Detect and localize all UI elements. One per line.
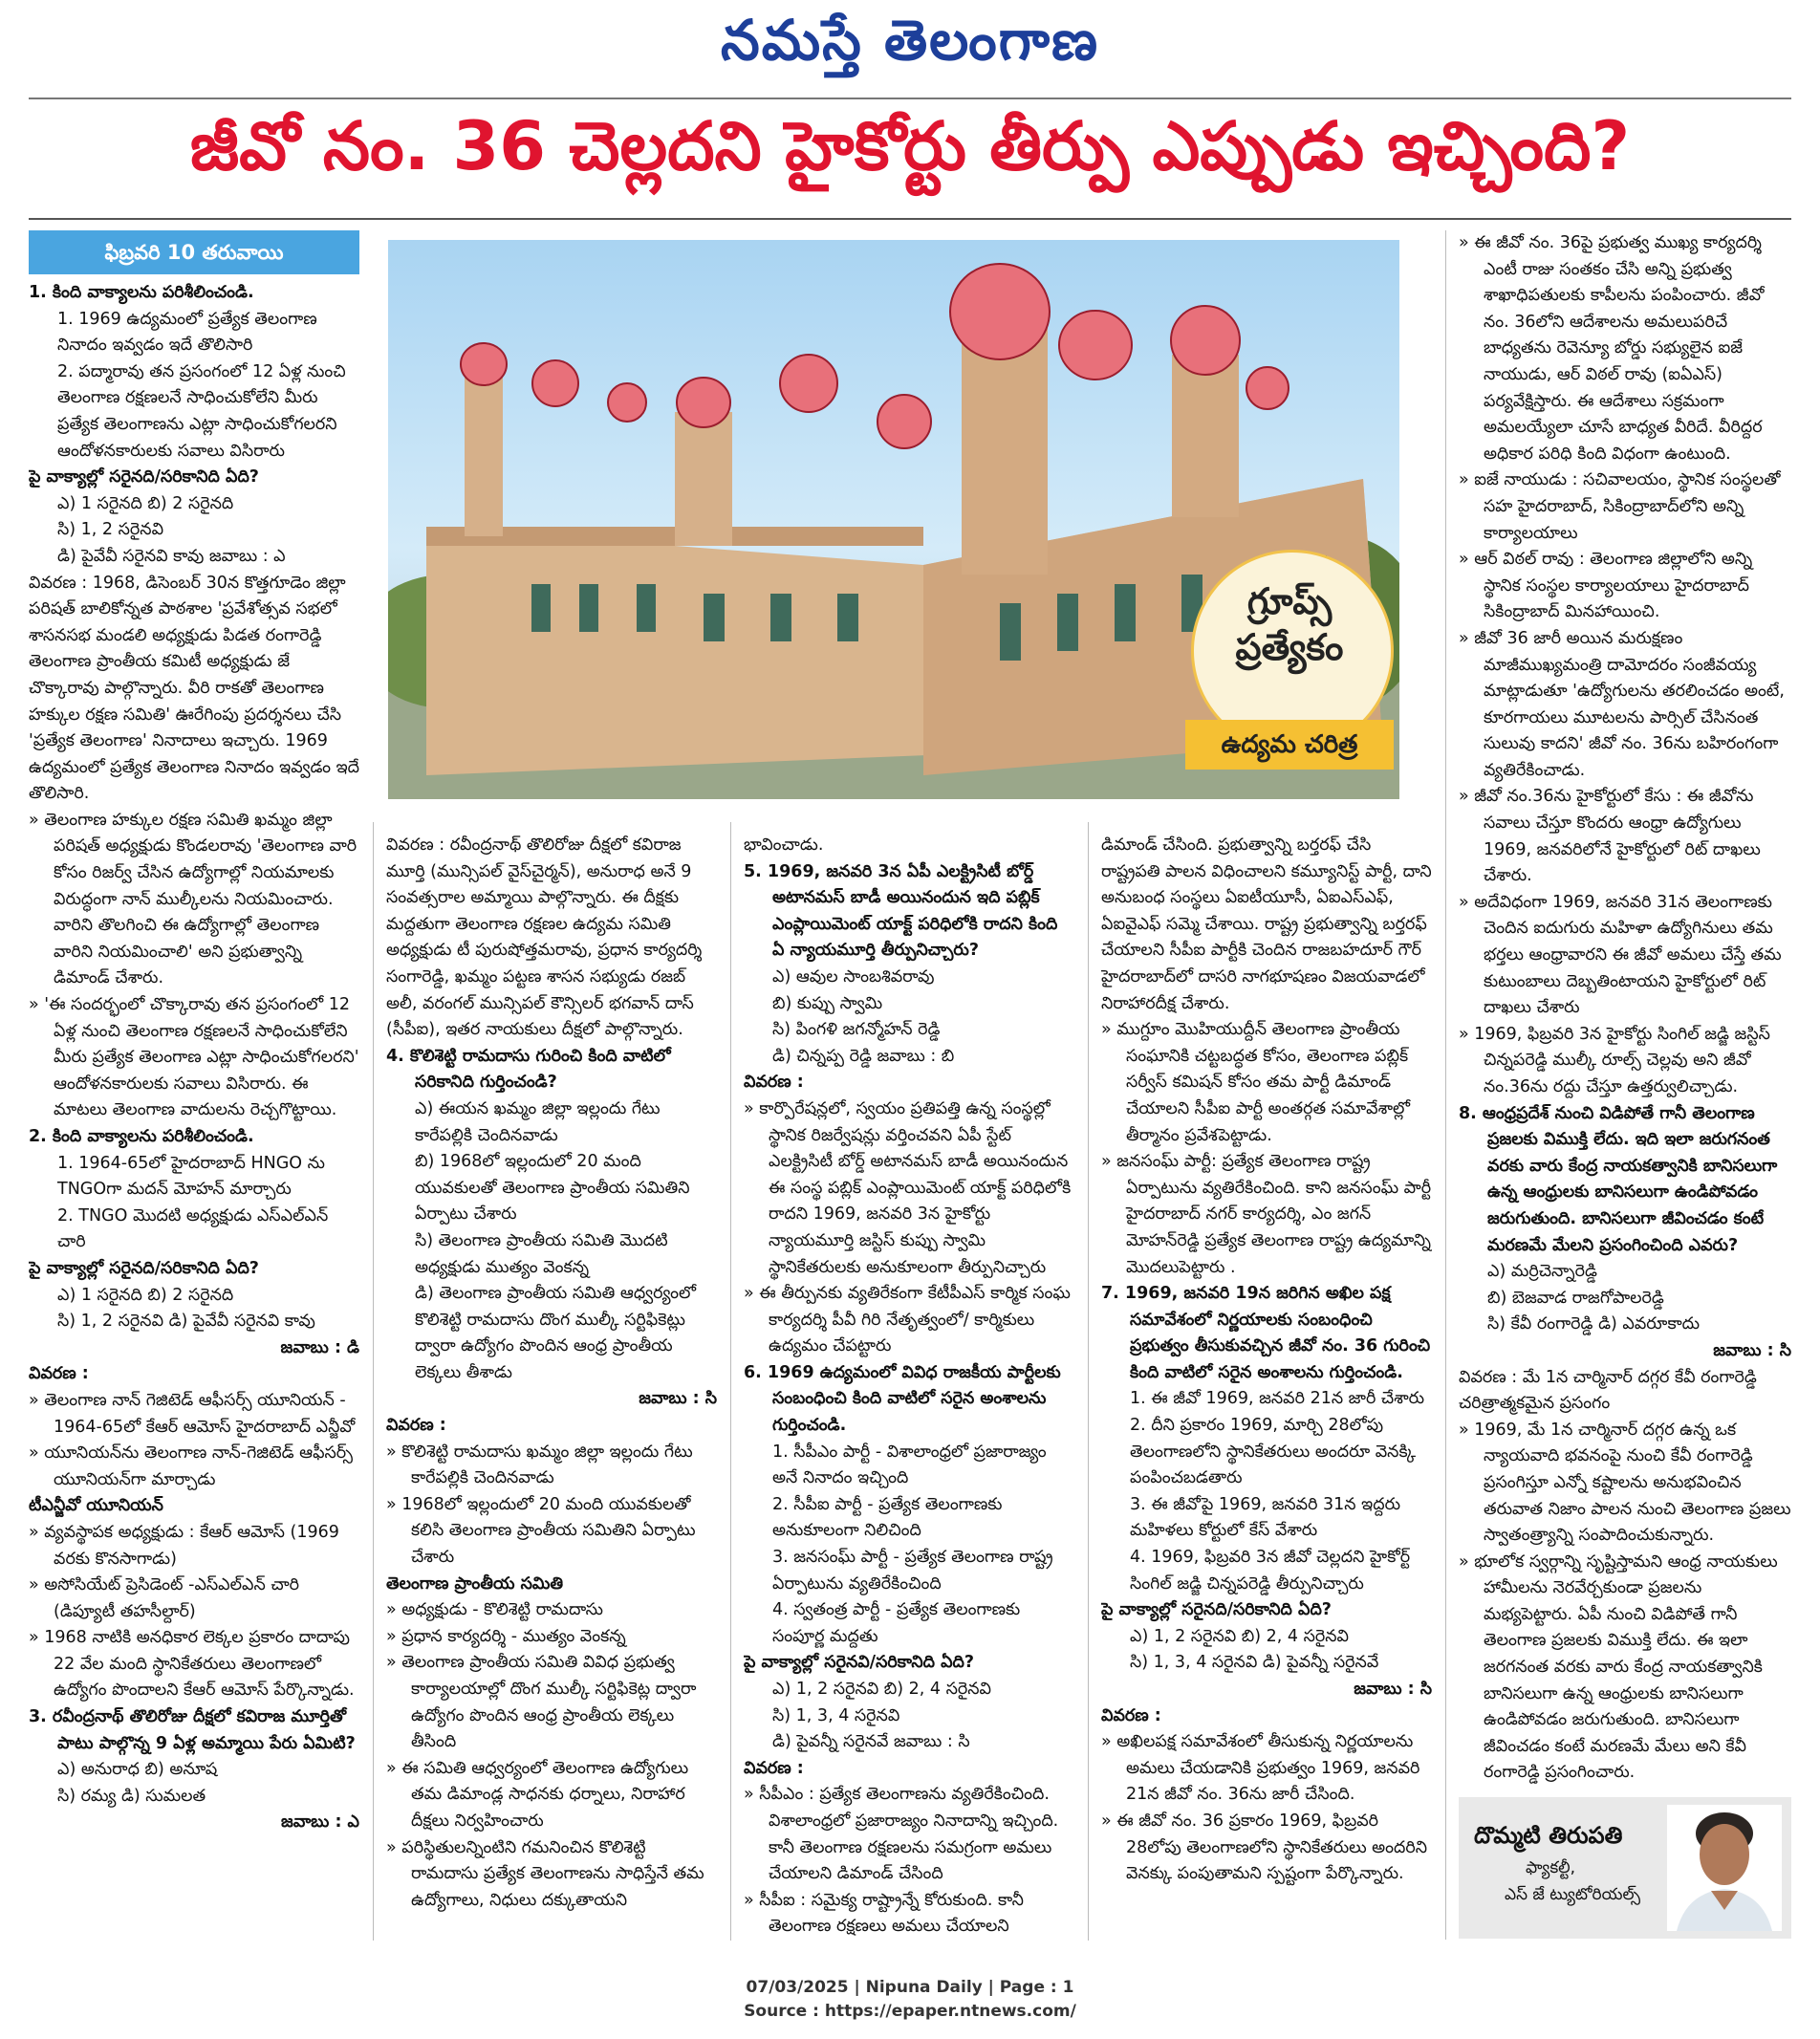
paragraph: » సీపీఐ : సమైక్య రాష్ట్రాన్నే కోరుకుంది. కానీ తెలంగాణ రక్షణలు అమలు చేయాలని xyxy=(744,1890,1024,1937)
author-role: ఫ్యాకల్టీ, xyxy=(1526,1858,1576,1877)
paragraph: 2. దీని ప్రకారం 1969, మార్చి 28లోపు తెలంగాణలోని స్థానికేతరులు అందరూ వెనక్కి పంపించబడతారు xyxy=(1130,1416,1417,1488)
paragraph: ఎ) 1 సరైనది బి) 2 సరైనది xyxy=(57,1285,234,1305)
paragraph: » సీపీఎం : ప్రత్యేక తెలంగాణను వ్యతిరేకించింది. విశాలాంధ్రలో ప్రజారాజ్యం నినాదాన్ని ఇచ్చింది. కానీ తెలంగాణ రక్షణలను సమగ్రంగా అమలు చేయాలని డిమాండ్ చేసింది xyxy=(744,1785,1059,1884)
stamp-line-2: ప్రత్యేకం xyxy=(1235,626,1344,668)
paragraph: డి) చిన్నప్ప రెడ్డి జవాబు : బి xyxy=(772,1046,955,1066)
paragraph: » తెలంగాణ నాన్ గెజిటెడ్ ఆఫీసర్స్ యూనియన్ - 1964-65లో కేఆర్ ఆమోస్ హైదరాబాద్ ఎన్జీవో xyxy=(29,1390,356,1437)
paragraph: తెలంగాణ ప్రాంతీయ సమితి xyxy=(386,1573,564,1594)
column-divider xyxy=(730,822,731,1941)
paragraph: ఎ) అనురాధ బి) అనూష xyxy=(57,1760,218,1780)
paragraph: » 1968లో ఇల్లందులో 20 మంది యువకులతో కలిసి తెలంగాణ ప్రాంతీయ సమితిని ఏర్పాటు చేశారు xyxy=(386,1494,696,1568)
paragraph: 2. కింది వాక్యాలను పరిశీలించండి. xyxy=(29,1127,254,1146)
paragraph: ఎ) మర్రిచెన్నారెడ్డి xyxy=(1487,1262,1597,1282)
paragraph: » యూనియన్‌ను తెలంగాణ నాన్-గెజిటెడ్ ఆఫీసర్స్ యూనియన్‌గా మార్చాడు xyxy=(29,1443,353,1489)
paragraph: పై వాక్యాల్లో సరైనది/సరికానిది ఏది? xyxy=(29,1258,259,1278)
paragraph: » అఖిలపక్ష సమావేశంలో తీసుకున్న నిర్ణయాలను అమలు చేయడానికి ప్రభుత్వం 1969, జనవరి 21న జీవో నం. 36ను జారీ చేసింది. xyxy=(1101,1732,1420,1805)
paragraph: వివరణ : మే 1న చార్మినార్ దగ్గర కేవీ రంగారెడ్డి చరిత్రాత్మకమైన ప్రసంగం xyxy=(1459,1367,1757,1414)
stamp-title xyxy=(1185,578,1394,670)
paragraph: 4. స్వతంత్ర పార్టీ - ప్రత్యేక తెలంగాణకు సంపూర్ణ మద్దతు xyxy=(772,1600,1021,1646)
paragraph: ఎ) 1, 2 సరైనవి బి) 2, 4 సరైనవి xyxy=(1130,1626,1349,1646)
paragraph: 1. సీపీఎం పార్టీ - విశాలాంధ్రలో ప్రజారాజ్యం అనే నినాదం ఇచ్చింది xyxy=(772,1442,1047,1488)
paragraph: » 1969, ఫిబ్రవరి 3న హైకోర్టు సింగిల్ జడ్జి జస్టిస్ చిన్నపరెడ్డి ముల్కీ రూల్స్ చెల్లవు అని జీవో నం.36ను రద్దు చేస్తూ ఉత్తర్వులిచ్చాడు. xyxy=(1459,1024,1770,1096)
paragraph: » ముగ్దూం మొహియుద్దీన్ తెలంగాణ ప్రాంతీయ సంఘానికి చట్టబద్ధత కోసం, తెలంగాణ పబ్లిక్ సర్వీస్ కమిషన్ కోసం తమ పార్టీ డిమాండ్ చేయాలని సీపీఐ పార్టీ అంతర్గత సమావేశాల్లో తీర్మానం ప్రవేశపెట్టాడు. xyxy=(1101,1020,1411,1145)
paragraph: వివరణ : 1968, డిసెంబర్ 30న కొత్తగూడెం జిల్లా పరిషత్ బాలికోన్నత పాఠశాల 'ప్రవేశోత్సవ సభలో శాసనసభ మండలి అధ్యక్షుడు పిడత రంగారెడ్డి తెలంగాణ ప్రాంతీయ కమిటీ అధ్యక్షుడు జే చొక్కారావు పాల్గొన్నారు. వీరి రాకతో తెలంగాణ హక్కుల రక్షణ సమితి' ఊరేగింపు ప్రదర్శనలు చేసి 'ప్రత్యేక తెలంగాణ' నినాదాలు ఇచ్చారు. 1969 ఉద్యమంలో ప్రత్యేక తెలంగాణ నినాదం ఇవ్వడం ఇదే తొలిసారి. xyxy=(29,573,359,804)
paragraph: జవాబు : సి xyxy=(1713,1340,1791,1360)
paragraph: జవాబు : సి xyxy=(639,1389,717,1409)
paragraph: 2. TNGO మొదటి అధ్యక్షుడు ఎస్ఎల్ఎన్ చారి xyxy=(57,1205,329,1252)
paragraph: 2. సీపీఐ పార్టీ - ప్రత్యేక తెలంగాణకు అనుకూలంగా నిలిచింది xyxy=(772,1494,1003,1541)
paragraph: 1. ఈ జీవో 1969, జనవరి 21న జారీ చేశారు xyxy=(1130,1389,1425,1409)
paragraph: » జీవో 36 జారీ అయిన మరుక్షణం మాజీముఖ్యమంత్రి దామోదరం సంజీవయ్య మాట్లాడుతూ 'ఉద్యోగులను తరలించడం అంటే, కూరగాయలు మూటలను పార్సిల్ చేసినంత సులువు కాదని' జీవో నం. 36ను బహిరంగంగా వ్యతిరేకించాడు. xyxy=(1459,628,1785,780)
paragraph: ఎ) ఈయన ఖమ్మం జిల్లా ఇల్లందు గేటు కారేపల్లికి చెందినవాడు xyxy=(415,1098,661,1145)
paragraph: » 1968 నాటికి అనధికార లెక్కల ప్రకారం దాదాపు 22 వేల మంది స్థానికేతరులు తెలంగాణలో ఉద్యోగం పొందాలని కేఆర్ ఆమోస్ పేర్కొన్నాడు. xyxy=(29,1628,355,1701)
paragraph: 8. ఆంధ్రప్రదేశ్ నుంచి విడిపోతే గానీ తెలంగాణ ప్రజలకు విముక్తి లేదు. ఇది ఇలా జరుగనంత వరకు వారు కేంద్ర నాయకత్వానికి బానిసలుగా ఉన్న ఆంధ్రులకు బానిసలుగా ఉండిపోవడం జరుగుతుంది. బానిసలుగా జీవించడం కంటే మరణమే మేలని ప్రసంగించింది ఎవరు? xyxy=(1459,1103,1778,1255)
paragraph: » భూలోక స్వర్గాన్ని సృష్టిస్తామని ఆంధ్ర నాయకులు హామీలను నెరవేర్చకుండా ప్రజలను మభ్యపెట్టారు. ఏపీ నుంచి విడిపోతే గానీ తెలంగాణ ప్రజలకు విముక్తి లేదు. ఈ ఇలా జరగనంత వరకు వారు కేంద్ర నాయకత్వానికి బానిసలుగా ఉన్న ఆంధ్రులకు బానిసలుగా ఉండిపోవడం జరుగుతుంది. బానిసలుగా జీవించడం కంటే మరణమే మేలు అని కేవీ రంగారెడ్డి ప్రసంగించారు. xyxy=(1459,1551,1778,1783)
paragraph: 6. 1969 ఉద్యమంలో వివిధ రాజకీయ పార్టీలకు సంబంధించి కింది వాటిలో సరైన అంశాలను గుర్తించండి. xyxy=(744,1362,1061,1436)
paragraph: బి) కుప్పు స్వామి xyxy=(772,993,883,1013)
paragraph: » ఈ జీవో నం. 36పై ప్రభుత్వ ముఖ్య కార్యదర్శి ఎంటీ రాజు సంతకం చేసి అన్ని ప్రభుత్వ శాఖాధిపతులకు కాపీలను పంపించారు. జీవో నం. 36లోని ఆదేశాలను అమలుపరిచే బాధ్యతను రెవెన్యూ బోర్డు సభ్యులైన ఐజే నాయుడు, ఆర్ విఠల్ రావు (ఐఏఎస్) పర్యవేక్షిస్తారు. ఈ ఆదేశాలు సక్రమంగా అమలయ్యేలా చూసే బాధ్యత వీరిదే. వీరిద్దర అధికార పరిధి కింది విధంగా ఉంటుంది. xyxy=(1459,233,1765,464)
column-3 xyxy=(744,833,1074,1941)
groups-special-stamp xyxy=(1185,550,1394,777)
paragraph: సి) 1, 2 సరైనవి డి) పైవేవీ సరైనవి కావు xyxy=(57,1312,315,1332)
paragraph: సి) రమ్య డి) సుమలత xyxy=(57,1786,206,1806)
paragraph: బి) 1968లో ఇల్లందులో 20 మంది యువకులతో తెలంగాణ ప్రాంతీయ సమితిని ఏర్పాటు చేశారు xyxy=(415,1152,690,1225)
paragraph: » పరిస్థితులన్నింటిని గమనించిన కొలిశెట్టి రామదాసు ప్రత్యేక తెలంగాణను సాధిస్తేనే తమ ఉద్యోగాలు, నిధులు దక్కుతాయని xyxy=(386,1837,704,1910)
paragraph: పై వాక్యాల్లో సరైనవి/సరికానిది ఏది? xyxy=(744,1653,975,1673)
headline: జీవో నం. 36 చెల్లదని హైకోర్టు తీర్పు ఎప్పుడు ఇచ్చింది? xyxy=(189,107,1631,185)
paragraph: సి) 1, 3, 4 సరైనవి డి) పైవన్నీ సరైనవే xyxy=(1130,1653,1379,1673)
paragraph: డి) పైవన్నీ సరైనవే జవాబు : సి xyxy=(772,1732,970,1752)
paragraph: డి) పైవేవీ సరైనవి కావు జవాబు : ఎ xyxy=(57,546,286,566)
paragraph: 1. కింది వాక్యాలను పరిశీలించండి. xyxy=(29,283,254,302)
paragraph: ఎ) 1, 2 సరైనవి బి) 2, 4 సరైనవి xyxy=(772,1680,991,1699)
paragraph: డిమాండ్ చేసింది. ప్రభుత్వాన్ని బర్తరఫ్ చేసి రాష్ట్రపతి పాలన విధించాలని కమ్యూనిస్ట్ పార్టీ, దాని అనుబంధ సంస్థలు ఏఐటీయూసీ, ఏఐఎస్ఎఫ్, ఏఐవైఎఫ్ సమ్మె చేశాయి. రాష్ట్ర ప్రభుత్వాన్ని బర్తరఫ్ చేయాలని సీపీఐ పార్టీకి చెందిన రాజబహదూర్ గౌర్ హైదరాబాద్‌లో దాసరి నాగభూషణం విజయవాడలో నిరాహారదీక్ష చేశారు. xyxy=(1101,835,1432,1013)
column-divider xyxy=(373,822,374,1941)
paragraph: 3. ఈ జీవోపై 1969, జనవరి 31న ఇద్దరు మహిళలు కోర్టులో కేస్ వేశారు xyxy=(1130,1494,1401,1541)
paragraph: 5. 1969, జనవరి 3న ఏపీ ఎలక్ట్రిసిటీ బోర్డ్ అటానమస్ బాడీ అయినందున ఇది పబ్లిక్ ఎంప్లాయిమెంట్ యాక్ట్ పరిధిలోకి రాదని కింది ఏ న్యాయమూర్తి తీర్పునిచ్చారు? xyxy=(744,861,1058,961)
paragraph: బి) బెజవాడ రాజగోపాలరెడ్డి xyxy=(1487,1288,1664,1308)
column-divider xyxy=(1088,822,1089,1941)
column-1 xyxy=(29,280,359,1943)
paragraph: జవాబు : సి xyxy=(1354,1680,1432,1699)
paragraph: ఎ) ఆవుల సాంబశివరావు xyxy=(772,966,935,987)
paragraph: » ఈ సమితి ఆధ్వర్యంలో తెలంగాణ ఉద్యోగులు తమ డిమాండ్ల సాధనకు ధర్నాలు, నిరాహార దీక్షలు నిర్వహించారు xyxy=(386,1758,689,1831)
paragraph: భావించాడు. xyxy=(744,835,824,855)
paragraph: » జనసంఘ్ పార్టీ: ప్రత్యేక తెలంగాణ రాష్ట్ర ఏర్పాటును వ్యతిరేకించింది. కాని జనసంఘ్ పార్టీ హైదరాబాద్ నగర్ కార్యదర్శి, ఎం జగన్ మోహన్‌రెడ్డి ప్రత్యేక తెలంగాణ రాష్ట్ర ఉద్యమాన్ని మొదలుపెట్టారు . xyxy=(1101,1152,1432,1277)
author-name: దొమ్మటి తిరుపతి xyxy=(1474,1822,1623,1849)
paragraph: » 1969, మే 1న చార్మినార్ దగ్గర ఉన్న ఒక న్యాయవాది భవనంపై నుంచి కేవీ రంగారెడ్డి ప్రసంగిస్తూ ఎన్నో కష్టాలను అనుభవించిన తరువాత నిజాం పాలన నుంచి తెలంగాణ ప్రజలు స్వాతంత్ర్యాన్ని సంపాదించుకున్నారు. xyxy=(1459,1420,1791,1546)
paragraph: 1. 1969 ఉద్యమంలో ప్రత్యేక తెలంగాణ నినాదం ఇవ్వడం ఇదే తొలిసారి xyxy=(57,309,317,356)
column-4 xyxy=(1101,833,1432,1941)
paragraph: 3. రవీంద్రనాథ్ తొలిరోజు దీక్షలో కవిరాజ మూర్తితో పాటు పాల్గొన్న 9 ఏళ్ల అమ్మాయి పేరు ఏమిటి? xyxy=(29,1707,356,1753)
column-5 xyxy=(1459,230,1791,1790)
section-banner: ఫిబ్రవరి 10 తరువాయి xyxy=(29,230,359,274)
paragraph: » అసోసియేట్ ప్రెసిడెంట్ -ఎస్ఎల్ఎన్ చారి (డిప్యూటీ తహసీల్దార్) xyxy=(29,1575,299,1621)
masthead-logo: నమస్తే తెలంగాణ xyxy=(721,8,1099,73)
author-card xyxy=(1459,1797,1791,1939)
paragraph: » వ్యవస్థాపక అధ్యక్షుడు : కేఆర్ ఆమోస్ (1969 వరకు కొనసాగాడు) xyxy=(29,1522,339,1569)
paragraph: » ఐజే నాయుడు : సచివాలయం, స్థానిక సంస్థలతో సహ హైదరాబాద్, సికింద్రాబాద్‌లోని అన్ని కార్యాలయాలు xyxy=(1459,470,1781,543)
paragraph: » ఈ జీవో నం. 36 ప్రకారం 1969, ఫిబ్రవరి 28లోపు తెలంగాణలోని స్థానికేతరులు అందరిని వెనక్కు పంపుతామని స్పష్టంగా పేర్కొన్నారు. xyxy=(1101,1811,1428,1884)
paragraph: పై వాక్యాల్లో సరైనది/సరికానిది ఏది? xyxy=(1101,1600,1332,1620)
paragraph: 3. జనసంఘ్ పార్టీ - ప్రత్యేక తెలంగాణ రాష్ట్ర ఏర్పాటును వ్యతిరేకించింది xyxy=(772,1548,1053,1594)
paragraph: సి) తెలంగాణ ప్రాంతీయ సమితి మొదటి అధ్యక్షుడు ముత్యం వెంకన్న xyxy=(415,1230,668,1277)
paragraph: వివరణ : xyxy=(29,1364,89,1384)
paragraph: » ఈ తీర్పునకు వ్యతిరేకంగా కేటీపీఎస్ కార్మిక సంఘ కార్యదర్శి పీవీ గిరి నేతృత్వంలో/ కార్మికులు ఉద్యమం చేపట్టారు xyxy=(744,1284,1071,1356)
paragraph: » ఆర్ విఠల్ రావు : తెలంగాణ జిల్లాలోని అన్ని స్థానిక సంస్థల కార్యాలయాలు హైదరాబాద్ సికింద్రాబాద్ మినహాయించి. xyxy=(1459,550,1753,622)
paragraph: టీఎన్జీవో యూనియన్ xyxy=(29,1496,163,1516)
paragraph: వివరణ : xyxy=(744,1073,804,1093)
stamp-bar: ఉద్యమ చరిత్ర xyxy=(1185,720,1394,770)
paragraph: వివరణ : xyxy=(1101,1705,1161,1725)
paragraph: 1. 1964-65లో హైదరాబాద్ HNGO ను TNGOగా మదన్ మోహన్ మార్చారు xyxy=(57,1153,325,1200)
paragraph: పై వాక్యాల్లో సరైనది/సరికానిది ఏది? xyxy=(29,467,259,488)
paragraph: » తెలంగాణ హక్కుల రక్షణ సమితి ఖమ్మం జిల్లా పరిషత్ అధ్యక్షుడు కొండలరావు 'తెలంగాణ వారి కోసం రిజర్వ్ చేసిన ఉద్యోగాల్లో నియమాలకు విరుద్ధంగా నాన్ ముల్కీలను నియమించారు. వారిని తొలగించి ఈ ఉద్యోగాల్లో తెలంగాణ వారిని నియమించాలి' అని ప్రభుత్వాన్ని డిమాండ్ చేశారు. xyxy=(29,810,358,988)
paragraph: » అధ్యక్షుడు - కొలిశెట్టి రామదాసు xyxy=(386,1600,603,1620)
paragraph: 7. 1969, జనవరి 19న జరిగిన అఖిల పక్ష సమావేశంలో నిర్ణయాలకు సంబంధించి ప్రభుత్వం తీసుకువచ్చిన జీవో నం. 36 గురించి కింది వాటిలో సరైన అంశాలను గుర్తించండి. xyxy=(1101,1284,1431,1382)
footer-source: Source : https://epaper.ntnews.com/ xyxy=(744,2002,1076,2021)
column-2 xyxy=(386,833,717,1941)
paragraph: జవాబు : డి xyxy=(280,1337,359,1357)
paragraph: డి) తెలంగాణ ప్రాంతీయ సమితి ఆధ్వర్యంలో కొలిశెట్టి రామదాసు దొంగ ముల్కీ సర్టిఫికెట్లు ద్వారా ఉద్యోగం పొందిన ఆంధ్ర ప్రాంతీయ లెక్కలు తీశాడు xyxy=(415,1284,696,1382)
paragraph: » కార్పొరేషన్లలో, స్వయం ప్రతిపత్తి ఉన్న సంస్థల్లో స్థానిక రిజర్వేషన్లు వర్తించవని ఏపీ స్టేట్ ఎలక్ట్రిసిటీ బోర్డ్ అటానమస్ బాడీ అయినందున ఈ సంస్థ పబ్లిక్ ఎంప్లాయిమెంట్ యాక్ట్ పరిధిలోకి రాదని 1969, జనవరి 3న హైకోర్టు న్యాయమూర్తి జస్టిస్ కుప్పు స్వామి స్థానికేతరులకు అనుకూలంగా తీర్పునిచ్చారు xyxy=(744,1098,1072,1277)
paragraph: సి) పింగళి జగన్మోహన్ రెడ్డి xyxy=(772,1020,941,1040)
paragraph: » జీవో నం.36ను హైకోర్టులో కేసు : ఈ జీవోను సవాలు చేస్తూ కొందరు ఆంధ్రా ఉద్యోగులు 1969, జనవరిలోనే హైకోర్టులో రిట్ దాఖలు చేశారు. xyxy=(1459,787,1761,886)
paragraph: 2. పద్మారావు తన ప్రసంగంలో 12 ఏళ్ల నుంచి తెలంగాణ రక్షణలనే సాధించుకోలేని మీరు ప్రత్యేక తెలంగాణను ఎట్లా సాధించుకోగలరని ఆందోళనకారులకు సవాలు విసిరారు xyxy=(57,361,346,461)
paragraph: ఎ) 1 సరైనది బి) 2 సరైనది xyxy=(57,493,234,513)
paragraph: వివరణ : xyxy=(386,1416,446,1436)
paragraph: » అదేవిధంగా 1969, జనవరి 31న తెలంగాణకు చెందిన ఐదుగురు మహిళా ఉద్యోగినులు తమ భర్తలు ఆంధ్రావారని ఈ జీవో అమలు చేస్తే తమ కుటుంబాలు దెబ్బతింటాయని హైకోర్టులో రిట్ దాఖలు చేశారు xyxy=(1459,892,1782,1018)
author-org: ఎస్ జే ట్యుటోరియల్స్ xyxy=(1505,1885,1641,1904)
paragraph: వివరణ : రవీంద్రనాథ్ తొలిరోజు దీక్షలో కవిరాజ మూర్తి (మున్సిపల్ వైస్‌చైర్మన్), అనురాధ అనే 9 సంవత్సరాల అమ్మాయి పాల్గొన్నారు. ఈ దీక్షకు మద్దతుగా తెలంగాణ రక్షణల ఉద్యమ సమితి అధ్యక్షుడు టీ పురుషోత్తమరావు, ప్రధాన కార్యదర్శి సంగారెడ్డి, ఖమ్మం పట్టణ శాసన సభ్యుడు రజబ్ అలీ, వరంగల్ మున్సిపల్ కౌన్సిలర్ భగవాన్ దాస్ (సీపీఐ), ఇతర నాయకులు దీక్షలో పాల్గొన్నారు. xyxy=(386,835,703,1040)
paragraph: వివరణ : xyxy=(744,1758,804,1778)
paragraph: » తెలంగాణ ప్రాంతీయ సమితి వివిధ ప్రభుత్వ కార్యాలయాల్లో దొంగ ముల్కీ సర్టిఫికెట్ల ద్వారా ఉద్యోగం పొందిన ఆంధ్ర ప్రాంతీయ లెక్కలు తీసింది xyxy=(386,1653,697,1752)
masthead-divider xyxy=(29,98,1791,99)
paragraph: సి) 1, 2 సరైనవి xyxy=(57,520,164,540)
paragraph: జవాబు : ఎ xyxy=(281,1812,359,1833)
paragraph: సి) 1, 3, 4 సరైనవి xyxy=(772,1705,900,1725)
footer-date: 07/03/2025 | Nipuna Daily | Page : 1 xyxy=(746,1978,1074,1997)
paragraph: 4. కొలిశెట్టి రామదాసు గురించి కింది వాటిలో సరికానిది గుర్తించండి? xyxy=(386,1046,671,1093)
paragraph: » 'ఈ సందర్భంలో చొక్కారావు తన ప్రసంగంలో 12 ఏళ్ల నుంచి తెలంగాణ రక్షణలనే సాధించుకోలేని మీరు ప్రత్యేక తెలంగాణ ఎట్లా సాధించుకోగలరని' ఆందోళనకారులకు సవాలు విసిరారు. ఈ మాటలు తెలంగాణ వాదులను రెచ్చగొట్టాయి. xyxy=(29,995,359,1120)
author-avatar xyxy=(1667,1805,1782,1931)
paragraph: » కొలిశెట్టి రామదాసు ఖమ్మం జిల్లా ఇల్లందు గేటు కారేపల్లికి చెందినవాడు xyxy=(386,1442,693,1488)
paragraph: » ప్రధాన కార్యదర్శి - ముత్యం వెంకన్న xyxy=(386,1626,626,1646)
headline-divider xyxy=(29,218,1791,220)
paragraph: 4. 1969, ఫిబ్రవరి 3న జీవో చెల్లదని హైకోర్ట్ సింగిల్ జడ్జి చిన్నపరెడ్డి తీర్పునిచ్చారు xyxy=(1130,1548,1411,1594)
stamp-line-1: గ్రూప్స్ xyxy=(1246,580,1332,622)
column-divider xyxy=(1445,230,1446,1940)
paragraph: సి) కేవీ రంగారెడ్డి డి) ఎవరూకాదు xyxy=(1487,1314,1701,1334)
